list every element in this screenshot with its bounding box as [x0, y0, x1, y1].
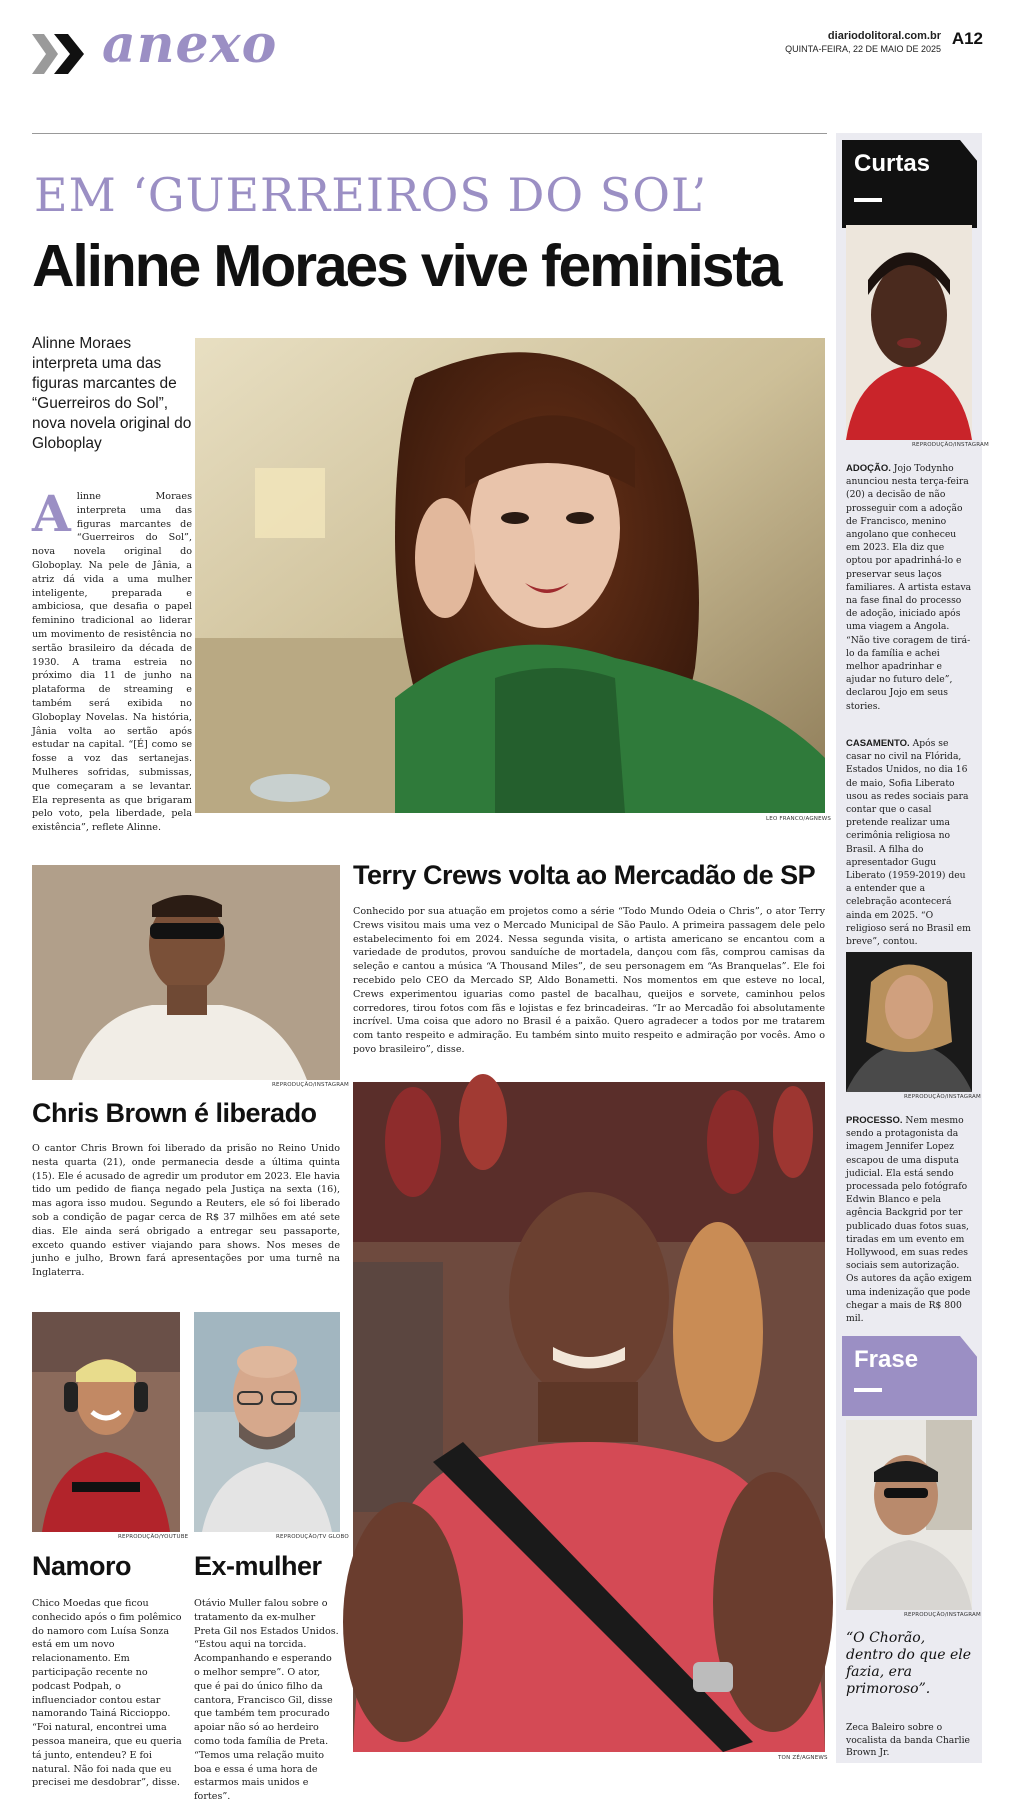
namoro-headline: Namoro	[32, 1551, 132, 1581]
corner-cut-icon	[960, 1336, 978, 1358]
alinne-photo-credit: LEO FRANCO/AGNEWS	[766, 816, 832, 822]
adocao-text: Jojo Todynho anunciou nesta terça-feira (20) a decisão de não prosseguir com a adoção de Francisco, menino angolano que conheceu em 2023. Ela diz que optou por apadrinhá-lo e preservar seus laços familiares. A artista estava na fase final do processo de adoção, iniciado após uma viagem a Angola. “Não tive coragem de tirá-lo da família e achei melhor apadrinhar e ajudar no futuro dele”, declarou Jojo em seus stories.	[846, 463, 972, 712]
adocao-label: ADOÇÃO.	[846, 463, 891, 474]
page-number: A12	[951, 29, 983, 48]
zeca-baleiro-photo	[846, 1420, 972, 1610]
processo-text: Nem mesmo sendo a protagonista da imagem Jennifer Lopez escapou de uma disputa judicial. Ela está sendo processada pelo fotógrafo Edwin Blanco e pela agência Backgrid por ter publicado duas fotos suas, tiradas em um evento em Hollywood, em suas redes sociais sem autorização. Os autores da ação exigem uma indenização que pode chegar a mais de R$ 800 mil.	[846, 1115, 972, 1325]
main-kicker: EM ‘GUERREIROS DO SOL’	[34, 168, 708, 222]
frase-attribution: Zeca Baleiro sobre o vocalista da banda Charlie Brown Jr.	[846, 1722, 970, 1758]
casamento-label: CASAMENTO.	[846, 738, 910, 749]
chris-body: O cantor Chris Brown foi liberado da prisão no Reino Unido nesta quarta (21), onde permanecia desde a última quinta (15). Ele é acusado de agredir um produtor em 2023. Ele havia tido um pedido de fiança negado pela Justiça na sexta (16), mas agora isso mudou. Segundo a Reuters, ele só foi liberado sob a condição de pagar cerca de R$ 37 milhões em até sete dias. Ele ainda será obrigado a entregar seu passaporte, exceto quando estiver viajando para shows. Nos meses de junho e julho, Brown fará apresentações por uma turnê na Inglaterra.	[32, 1143, 340, 1279]
frase-quote: “O Chorão, dentro do que ele fazia, era primoroso”.	[846, 1630, 972, 1697]
adocao-note	[846, 462, 972, 713]
terry-photo-credit: TON ZÉ/AGNEWS	[778, 1755, 828, 1761]
frase-title: Frase	[854, 1346, 919, 1373]
casamento-note	[846, 737, 972, 948]
jojo-photo-credit: REPRODUÇÃO/INSTAGRAM	[912, 442, 989, 448]
main-body-text: linne Moraes interpreta uma das figuras marcantes de “Guerreiros do Sol”, nova novela original do Globoplay. Na pele de Jânia, a atriz dá vida a uma mulher inteligente, preparada e ambiciosa, que desafia o papel feminino tradicional ao liderar um movimento de resistência no sertão brasileiro da década de 1930. A trama estreia no próximo dia 11 de junho na plataforma de streaming e também será exibida no Globoplay Novelas. Na história, Jânia volta ao sertão após estudar na capital. “[É] como se fosse a voz das sertanejas. Mulheres sofridas, submissas, que começaram a se levantar. Ela representa as que brigaram pelo voto, pela liberdade, pela existência”, reflete Alinne.	[32, 491, 192, 834]
dropcap: A	[32, 484, 71, 543]
namoro-body: Chico Moedas que ficou conhecido após o fim polêmico do namoro com Luísa Sonza está em um novo relacionamento. Em participação recente no podcast Podpah, o influenciador contou estar namorando Tainá Riccioppo. “Foi natural, encontrei uma pessoa maneira, que eu queria tá junto, entendeu? E foi natural. Não foi nada que eu precisei me desdobrar”, disse.	[32, 1598, 182, 1789]
namoro-photo	[32, 1312, 180, 1532]
chevron-right-icon	[32, 30, 92, 78]
curtas-bar	[854, 198, 882, 202]
zeca-photo-credit: REPRODUÇÃO/INSTAGRAM	[904, 1612, 981, 1618]
jennifer-lopez-photo	[846, 952, 972, 1092]
header-rule	[32, 133, 827, 134]
chris-headline: Chris Brown é liberado	[32, 1098, 317, 1128]
terry-headline: Terry Crews volta ao Mercadão de SP	[353, 860, 816, 890]
terry-body: Conhecido por sua atuação em projetos como a série “Todo Mundo Odeia o Chris”, o ator Terry Crews visitou mais uma vez o Mercado Municipal de São Paulo. A primeira passagem dele pelo estabelecimento foi em 2024. Nessa segunda visita, o artista americano se encantou com a variedade de produtos, provou sanduíche de mortadela, dançou com fãs, comprou camisas da seleção e cantou a música “A Thousand Miles”, de seu personagem em “As Branquelas”. Ele foi recebido pelo CEO da Mercado SP, Aldo Bonametti. Nos momentos em que esteve no local, Crews experimentou iguarias como pastel de bacalhau, queijos e sorvete, caminhou pelos corredores, tirou fotos com fãs e lojistas e fez brincadeiras. “Ir ao Mercadão foi absolutamente incrível. Uma coisa que adoro no Brasil é a paixão. Quero agradecer a todos por me tratarem com tanto respeito e admiração. Eu também sinto muito respeito e admiração por vocês. Amo o povo brasileiro”, disse.	[353, 906, 825, 1055]
main-article-body	[32, 484, 192, 835]
casamento-text: Após se casar no civil na Flórida, Estados Unidos, no dia 16 de maio, Sofia Liberato usou as redes sociais para contar que o casal pretende realizar uma cerimônia religiosa no Brasil. A filha do apresentador Gugu Liberato (1959-2019) deu a entender que a celebração acontecerá ainda em 2025. “O religioso será no Brasil em breve”, contou.	[846, 738, 971, 948]
curtas-title: Curtas	[854, 150, 931, 177]
alinne-photo	[195, 338, 825, 813]
frase-tag	[842, 1336, 977, 1416]
frase-bar	[854, 1388, 882, 1392]
exmulher-photo	[194, 1312, 340, 1532]
curtas-tag	[842, 140, 977, 228]
processo-label: PROCESSO.	[846, 1115, 903, 1126]
edition-date: QUINTA-FEIRA, 22 DE MAIO DE 2025	[785, 44, 941, 54]
chris-brown-photo	[32, 865, 340, 1080]
processo-note	[846, 1114, 972, 1325]
jojo-photo	[846, 225, 972, 440]
section-name: anexo	[102, 14, 278, 75]
exmulher-body: Otávio Muller falou sobre o tratamento da ex-mulher Preta Gil nos Estados Unidos. “Estou aqui na torcida. Acompanhando e esperando o melhor sempre”. O ator, que é pai do único filho da cantora, Francisco Gil, disse que também tem procurado apoiar não só ao herdeiro como toda família de Preta. “Temos uma relação muito boa e essa é uma hora de estarmos mais unidos e fortes”.	[194, 1598, 339, 1803]
namoro-photo-credit: REPRODUÇÃO/YOUTUBE	[118, 1534, 189, 1540]
exmulher-headline: Ex-mulher	[194, 1551, 322, 1581]
corner-cut-icon	[960, 140, 978, 162]
site-url[interactable]: diariodolitoral.com.br	[827, 30, 941, 42]
main-lede: Alinne Moraes interpreta uma das figuras marcantes de “Guerreiros do Sol”, nova novela original do Globoplay	[32, 335, 192, 452]
chris-photo-credit: REPRODUÇÃO/INSTAGRAM	[272, 1082, 349, 1088]
exmulher-photo-credit: REPRODUÇÃO/TV GLOBO	[276, 1534, 349, 1540]
jlo-photo-credit: REPRODUÇÃO/INSTAGRAM	[904, 1094, 981, 1100]
section-chevrons	[32, 30, 92, 78]
main-headline: Alinne Moraes vive feminista	[32, 233, 781, 299]
terry-crews-photo	[353, 1082, 825, 1752]
